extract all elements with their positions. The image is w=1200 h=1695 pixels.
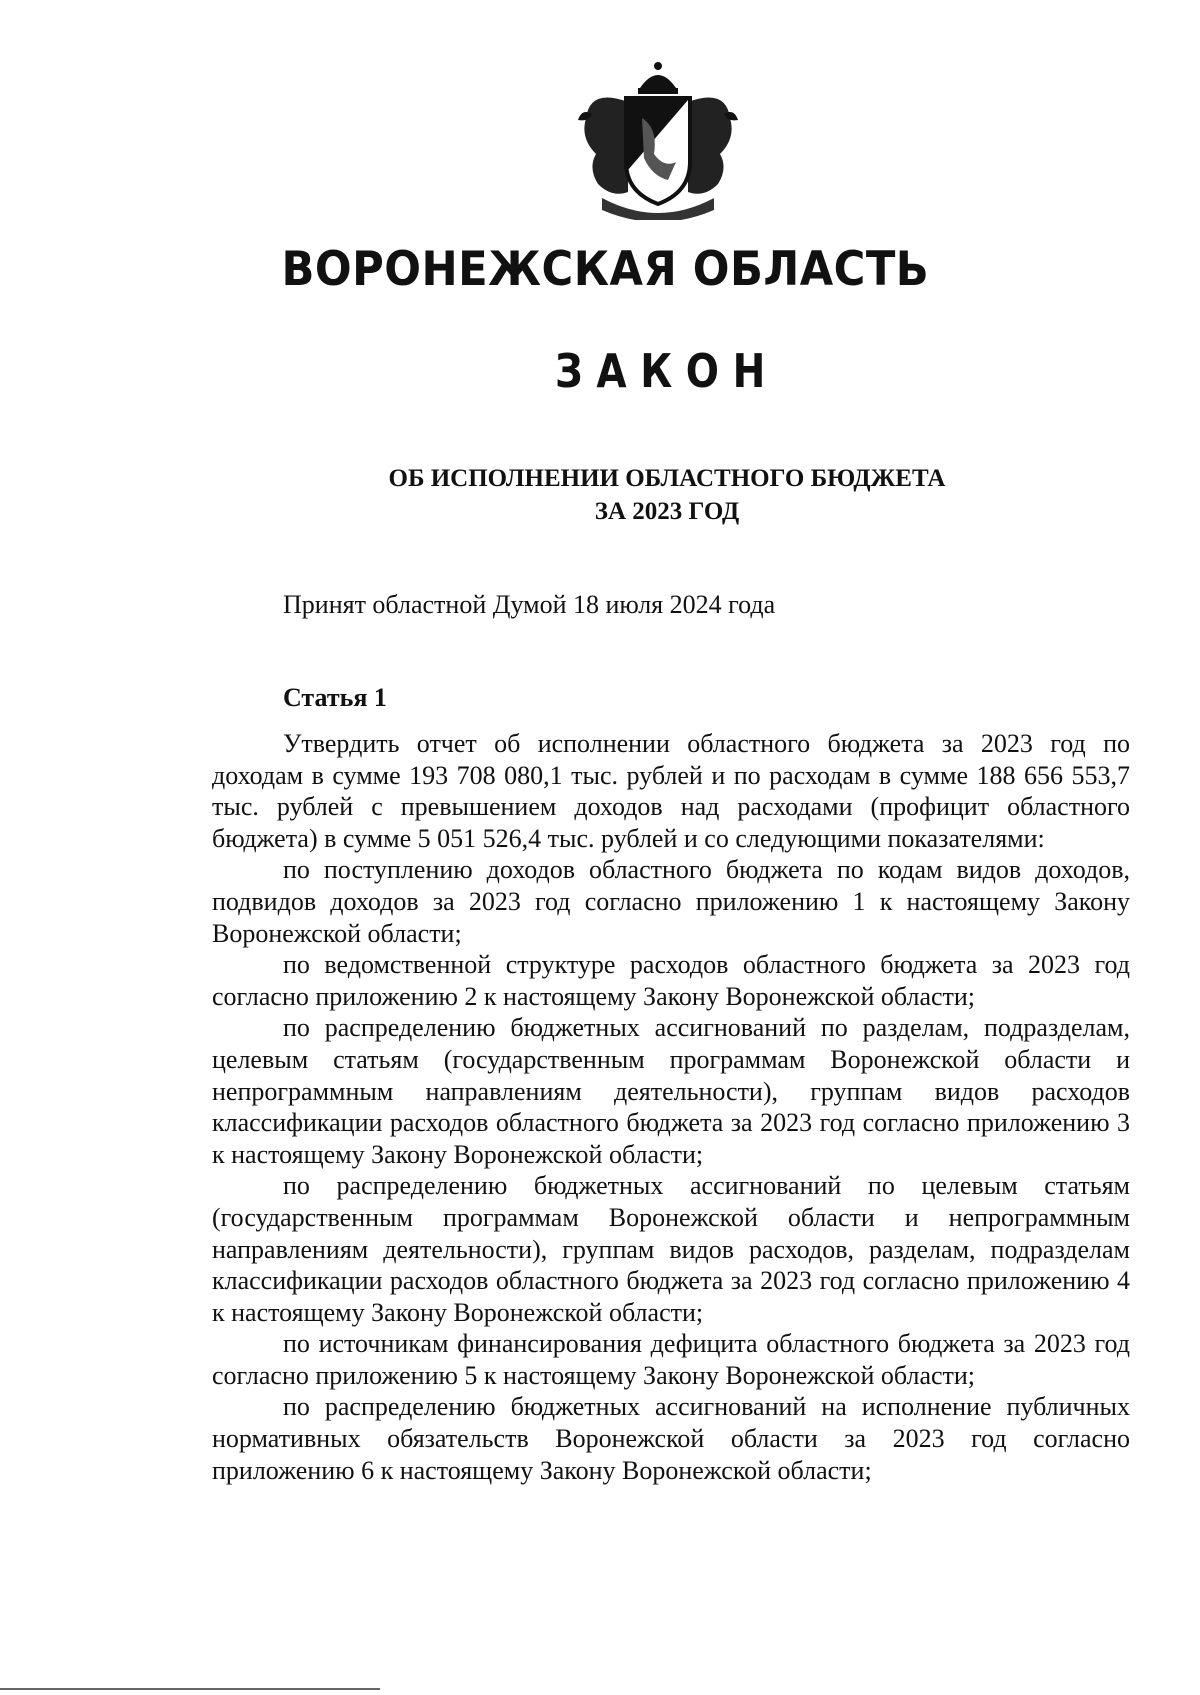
article-paragraph: Утвердить отчет об исполнении областного бюджета за 2023 год по доходам в сумме 193 708 080,1 тыс. рублей и по расходам в сумме 188 656 553,7 тыс. рублей с превышением доходов над расходами (профицит областного бюджета) в сумме 5 051 526,4 тыс. рублей и со следующими показателями: <box>212 729 1130 853</box>
article-paragraph: по распределению бюджетных ассигнований по целевым статьям (государственным программам Воронежской области и непрограммным направлениям деятельности), группам видов расходов, разделам, подразделам классификации расходов областного бюджета за 2023 год согласно приложению 4 к настоящему Закону Воронежской области; <box>212 1171 1130 1327</box>
law-title <box>300 462 1034 528</box>
article-heading: Статья 1 <box>283 683 387 712</box>
document-type-title: ЗАКОН <box>555 344 779 398</box>
footer-rule <box>0 1688 380 1690</box>
adoption-note: Принят областной Думой 18 июля 2024 года <box>283 590 776 619</box>
article-paragraph: по распределению бюджетных ассигнований по разделам, подразделам, целевым статьям (государственным программам Воронежской области и непрограммным направлениям деятельности), группам видов расходов классификации расходов областного бюджета за 2023 год согласно приложению 3 к настоящему Закону Воронежской области; <box>212 1013 1130 1169</box>
article-body <box>212 728 1130 1486</box>
article-paragraph: по источникам финансирования дефицита областного бюджета за 2023 год согласно приложению 5 к настоящему Закону Воронежской области; <box>212 1329 1130 1390</box>
article-paragraph: по поступлению доходов областного бюджета по кодам видов доходов, подвидов доходов за 2023 год согласно приложению 1 к настоящему Закону Воронежской области; <box>212 855 1130 948</box>
region-title: ВОРОНЕЖСКАЯ ОБЛАСТЬ <box>281 242 930 297</box>
article-paragraph: по распределению бюджетных ассигнований на исполнение публичных нормативных обязательств Воронежской области за 2023 год согласно приложению 6 к настоящему Закону Воронежской области; <box>212 1392 1130 1485</box>
article-paragraph: по ведомственной структуре расходов областного бюджета за 2023 год согласно приложению 2 к настоящему Закону Воронежской области; <box>212 950 1130 1011</box>
law-title-line-1: ОБ ИСПОЛНЕНИИ ОБЛАСТНОГО БЮДЖЕТА <box>388 465 946 492</box>
law-title-line-2: ЗА 2023 ГОД <box>594 498 740 525</box>
coat-of-arms-icon <box>568 58 748 220</box>
